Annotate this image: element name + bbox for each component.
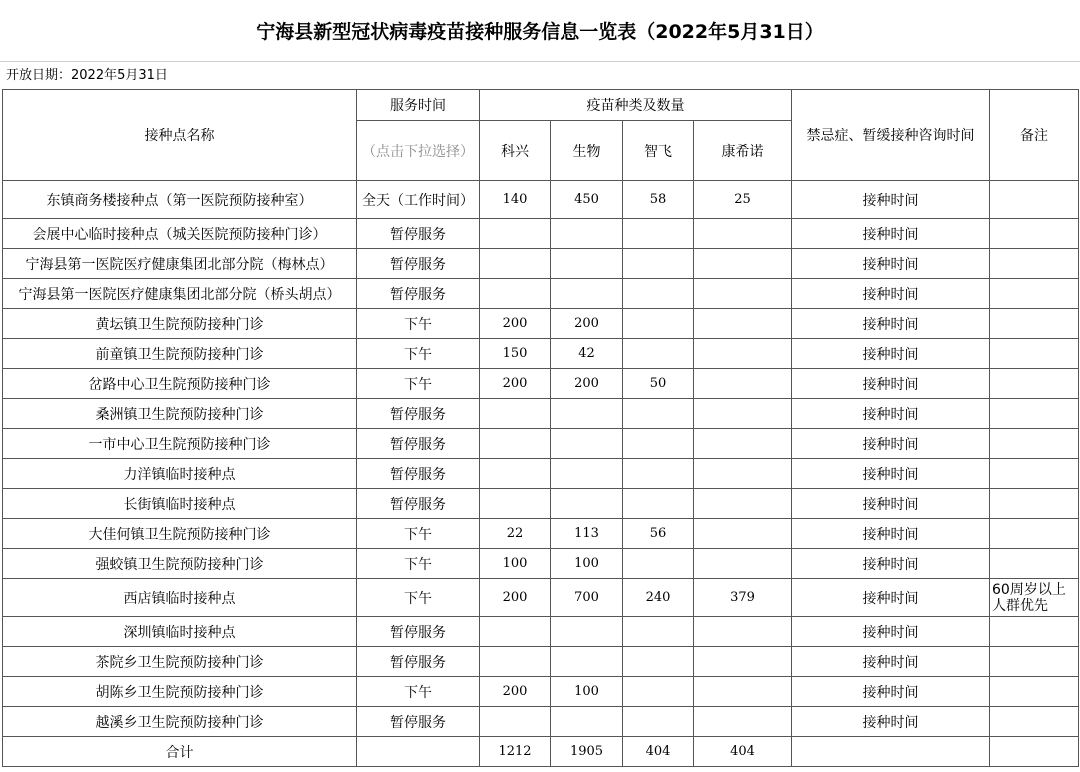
shengwu-count-cell: [551, 249, 623, 279]
kangxinuo-count-cell: [694, 279, 792, 309]
contra-time-cell: 接种时间: [792, 219, 990, 249]
kexing-count-cell: [480, 647, 551, 677]
remark-cell: [990, 339, 1079, 369]
shengwu-count-cell: [551, 707, 623, 737]
zhifei-count-cell: 240: [623, 579, 694, 617]
table-row: [3, 181, 1079, 219]
kexing-count-cell: [480, 219, 551, 249]
site-name-cell: 一市中心卫生院预防接种门诊: [3, 429, 357, 459]
shengwu-count-cell: [551, 617, 623, 647]
header-row-1: [3, 90, 1079, 121]
shengwu-count-cell: [551, 399, 623, 429]
contra-time-cell: 接种时间: [792, 549, 990, 579]
remark-cell: [990, 549, 1079, 579]
remark-cell: [990, 369, 1079, 399]
remark-cell: [990, 399, 1079, 429]
remark-cell: [990, 279, 1079, 309]
zhifei-count-cell: [623, 549, 694, 579]
header-vaccine-kexing: 科兴: [480, 121, 551, 181]
contra-time-cell: 接种时间: [792, 647, 990, 677]
contra-time-cell: 接种时间: [792, 369, 990, 399]
kangxinuo-count-cell: [694, 219, 792, 249]
site-name-cell: 宁海县第一医院医疗健康集团北部分院（桥头胡点）: [3, 279, 357, 309]
total-zhifei-cell: 404: [623, 737, 694, 767]
remark-cell: [990, 181, 1079, 219]
total-row: [3, 737, 1079, 767]
zhifei-count-cell: [623, 429, 694, 459]
remark-cell: [990, 489, 1079, 519]
total-kexing-cell: 1212: [480, 737, 551, 767]
kexing-count-cell: 100: [480, 549, 551, 579]
kangxinuo-count-cell: [694, 309, 792, 339]
service-time-cell[interactable]: 下午: [357, 309, 480, 339]
kexing-count-cell: 200: [480, 579, 551, 617]
kexing-count-cell: 140: [480, 181, 551, 219]
contra-time-cell: 接种时间: [792, 707, 990, 737]
site-name-cell: 西店镇临时接种点: [3, 579, 357, 617]
shengwu-count-cell: 700: [551, 579, 623, 617]
table-row: [3, 369, 1079, 399]
table-row: [3, 219, 1079, 249]
site-name-cell: 力洋镇临时接种点: [3, 459, 357, 489]
contra-time-cell: 接种时间: [792, 677, 990, 707]
shengwu-count-cell: 113: [551, 519, 623, 549]
kangxinuo-count-cell: [694, 677, 792, 707]
site-name-cell: 会展中心临时接种点（城关医院预防接种门诊）: [3, 219, 357, 249]
kangxinuo-count-cell: [694, 369, 792, 399]
site-name-cell: 黄坛镇卫生院预防接种门诊: [3, 309, 357, 339]
kangxinuo-count-cell: [694, 617, 792, 647]
table-row: [3, 617, 1079, 647]
kexing-count-cell: 200: [480, 369, 551, 399]
table-row: [3, 579, 1079, 617]
header-vaccine-zhifei: 智飞: [623, 121, 694, 181]
service-time-cell[interactable]: 下午: [357, 677, 480, 707]
zhifei-count-cell: 58: [623, 181, 694, 219]
total-shengwu-cell: 1905: [551, 737, 623, 767]
zhifei-count-cell: [623, 647, 694, 677]
header-service-time: 服务时间: [357, 90, 480, 121]
service-time-cell[interactable]: 暂停服务: [357, 707, 480, 737]
table-row: [3, 549, 1079, 579]
kangxinuo-count-cell: [694, 647, 792, 677]
kexing-count-cell: [480, 617, 551, 647]
remark-cell: [990, 429, 1079, 459]
total-kangxinuo-cell: 404: [694, 737, 792, 767]
site-name-cell: 强蛟镇卫生院预防接种门诊: [3, 549, 357, 579]
contra-time-cell: 接种时间: [792, 617, 990, 647]
site-name-cell: 越溪乡卫生院预防接种门诊: [3, 707, 357, 737]
zhifei-count-cell: 56: [623, 519, 694, 549]
shengwu-count-cell: [551, 429, 623, 459]
zhifei-count-cell: [623, 219, 694, 249]
zhifei-count-cell: [623, 309, 694, 339]
remark-cell: [990, 519, 1079, 549]
kexing-count-cell: [480, 707, 551, 737]
contra-time-cell: 接种时间: [792, 399, 990, 429]
open-date: 开放日期：2022年5月31日: [6, 68, 168, 83]
remark-cell: [990, 309, 1079, 339]
header-vaccine-shengwu: 生物: [551, 121, 623, 181]
kexing-count-cell: 200: [480, 677, 551, 707]
site-name-cell: 岔路中心卫生院预防接种门诊: [3, 369, 357, 399]
service-time-cell[interactable]: 暂停服务: [357, 617, 480, 647]
kangxinuo-count-cell: [694, 489, 792, 519]
site-name-cell: 长街镇临时接种点: [3, 489, 357, 519]
contra-time-cell: 接种时间: [792, 339, 990, 369]
service-time-dropdown-hint[interactable]: （点击下拉选择）: [357, 121, 480, 181]
remark-cell: [990, 459, 1079, 489]
site-name-cell: 宁海县第一医院医疗健康集团北部分院（梅林点）: [3, 249, 357, 279]
service-time-cell[interactable]: 暂停服务: [357, 459, 480, 489]
kangxinuo-count-cell: [694, 549, 792, 579]
service-time-cell[interactable]: 暂停服务: [357, 647, 480, 677]
kexing-count-cell: [480, 459, 551, 489]
table-row: [3, 429, 1079, 459]
contra-time-cell: 接种时间: [792, 309, 990, 339]
total-contra-cell: [792, 737, 990, 767]
kexing-count-cell: 200: [480, 309, 551, 339]
table-row: [3, 279, 1079, 309]
table-row: [3, 309, 1079, 339]
total-time-cell: [357, 737, 480, 767]
contra-time-cell: 接种时间: [792, 519, 990, 549]
shengwu-count-cell: 100: [551, 677, 623, 707]
shengwu-count-cell: 450: [551, 181, 623, 219]
service-time-cell[interactable]: 全天（工作时间）: [357, 181, 480, 219]
header-vaccine-kangxinuo: 康希诺: [694, 121, 792, 181]
remark-cell: [990, 617, 1079, 647]
site-name-cell: 前童镇卫生院预防接种门诊: [3, 339, 357, 369]
shengwu-count-cell: [551, 279, 623, 309]
contra-time-cell: 接种时间: [792, 249, 990, 279]
kexing-count-cell: 22: [480, 519, 551, 549]
site-name-cell: 大佳何镇卫生院预防接种门诊: [3, 519, 357, 549]
table-row: [3, 677, 1079, 707]
kangxinuo-count-cell: [694, 459, 792, 489]
table-row: [3, 489, 1079, 519]
contra-time-cell: 接种时间: [792, 429, 990, 459]
service-time-cell[interactable]: 下午: [357, 339, 480, 369]
site-name-cell: 东镇商务楼接种点（第一医院预防接种室）: [3, 181, 357, 219]
header-vaccine-group: 疫苗种类及数量: [480, 90, 792, 121]
remark-cell: [990, 249, 1079, 279]
kangxinuo-count-cell: [694, 519, 792, 549]
zhifei-count-cell: [623, 279, 694, 309]
service-time-cell[interactable]: 下午: [357, 549, 480, 579]
zhifei-count-cell: [623, 707, 694, 737]
service-time-cell[interactable]: 下午: [357, 579, 480, 617]
kangxinuo-count-cell: [694, 339, 792, 369]
kexing-count-cell: [480, 429, 551, 459]
remark-cell: [990, 219, 1079, 249]
table-row: [3, 647, 1079, 677]
service-time-cell[interactable]: 暂停服务: [357, 249, 480, 279]
total-remark-cell: [990, 737, 1079, 767]
service-time-cell[interactable]: 暂停服务: [357, 279, 480, 309]
zhifei-count-cell: [623, 339, 694, 369]
shengwu-count-cell: [551, 489, 623, 519]
kangxinuo-count-cell: 379: [694, 579, 792, 617]
kexing-count-cell: [480, 399, 551, 429]
service-time-cell[interactable]: 下午: [357, 519, 480, 549]
kexing-count-cell: [480, 279, 551, 309]
remark-cell: 60周岁以上人群优先: [990, 579, 1079, 617]
table-row: [3, 249, 1079, 279]
service-time-cell[interactable]: 暂停服务: [357, 489, 480, 519]
service-time-cell[interactable]: 暂停服务: [357, 399, 480, 429]
shengwu-count-cell: 42: [551, 339, 623, 369]
contra-time-cell: 接种时间: [792, 459, 990, 489]
vaccination-table: [2, 89, 1079, 767]
contra-time-cell: 接种时间: [792, 279, 990, 309]
page-title: 宁海县新型冠状病毒疫苗接种服务信息一览表（2022年5月31日）: [0, 0, 1080, 62]
kangxinuo-count-cell: [694, 399, 792, 429]
contra-time-cell: 接种时间: [792, 489, 990, 519]
zhifei-count-cell: [623, 459, 694, 489]
site-name-cell: 桑洲镇卫生院预防接种门诊: [3, 399, 357, 429]
remark-cell: [990, 677, 1079, 707]
shengwu-count-cell: 200: [551, 369, 623, 399]
table-row: [3, 399, 1079, 429]
remark-cell: [990, 707, 1079, 737]
table-row: [3, 707, 1079, 737]
total-label-cell: 合计: [3, 737, 357, 767]
zhifei-count-cell: [623, 399, 694, 429]
table-row: [3, 519, 1079, 549]
header-remark: 备注: [990, 90, 1079, 181]
site-name-cell: 深圳镇临时接种点: [3, 617, 357, 647]
service-time-cell[interactable]: 暂停服务: [357, 219, 480, 249]
shengwu-count-cell: [551, 647, 623, 677]
site-name-cell: 胡陈乡卫生院预防接种门诊: [3, 677, 357, 707]
shengwu-count-cell: [551, 459, 623, 489]
kangxinuo-count-cell: [694, 249, 792, 279]
zhifei-count-cell: [623, 489, 694, 519]
contra-time-cell: 接种时间: [792, 579, 990, 617]
kexing-count-cell: 150: [480, 339, 551, 369]
zhifei-count-cell: [623, 617, 694, 647]
contra-time-cell: 接种时间: [792, 181, 990, 219]
shengwu-count-cell: 200: [551, 309, 623, 339]
kangxinuo-count-cell: [694, 707, 792, 737]
shengwu-count-cell: 100: [551, 549, 623, 579]
zhifei-count-cell: [623, 677, 694, 707]
service-time-cell[interactable]: 下午: [357, 369, 480, 399]
kangxinuo-count-cell: [694, 429, 792, 459]
table-row: [3, 459, 1079, 489]
remark-cell: [990, 647, 1079, 677]
kexing-count-cell: [480, 249, 551, 279]
kangxinuo-count-cell: 25: [694, 181, 792, 219]
shengwu-count-cell: [551, 219, 623, 249]
service-time-cell[interactable]: 暂停服务: [357, 429, 480, 459]
header-site-name: 接种点名称: [3, 90, 357, 181]
site-name-cell: 茶院乡卫生院预防接种门诊: [3, 647, 357, 677]
zhifei-count-cell: [623, 249, 694, 279]
table-row: [3, 339, 1079, 369]
header-contra: 禁忌症、暂缓接种咨询时间: [792, 90, 990, 181]
zhifei-count-cell: 50: [623, 369, 694, 399]
kexing-count-cell: [480, 489, 551, 519]
